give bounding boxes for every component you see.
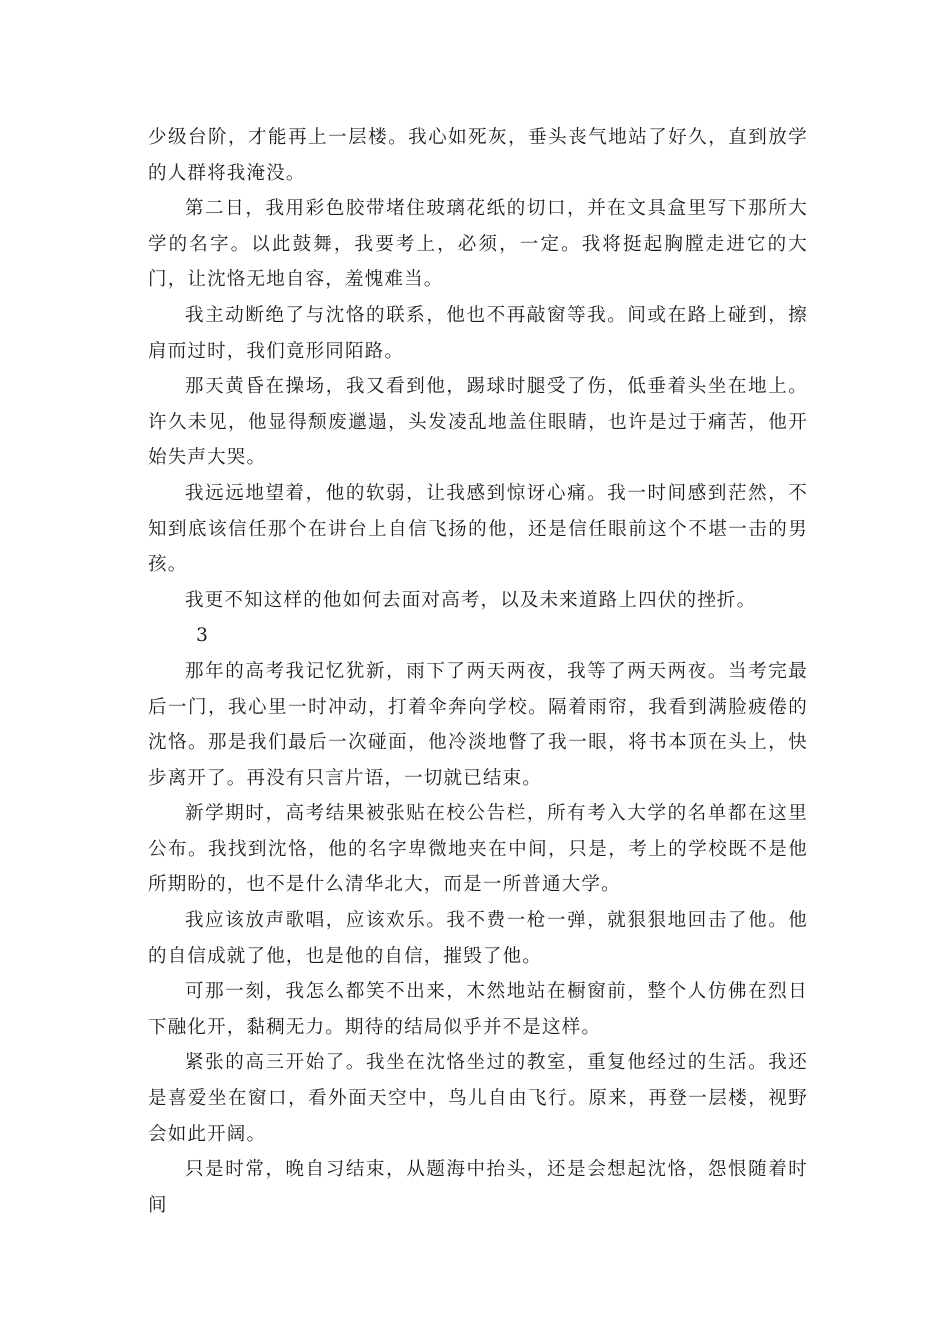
paragraph: 那年的高考我记忆犹新，雨下了两天两夜，我等了两天两夜。当考完最后一门，我心里一时冲动，打着伞奔向学校。隔着雨帘，我看到满脸疲倦的沈恪。那是我们最后一次碰面，他冷淡地瞥了我一眼，将书本顶在头上，快步离开了。再没有只言片语，一切就已结束。: [148, 660, 808, 789]
paragraph: 那天黄昏在操场，我又看到他，踢球时腿受了伤，低垂着头坐在地上。许久未见，他显得颓废邋遢，头发凌乱地盖住眼睛，也许是过于痛苦，他开始失声大哭。: [148, 376, 808, 469]
paragraph: 新学期时，高考结果被张贴在校公告栏，所有考入大学的名单都在这里公布。我找到沈恪，他的名字卑微地夹在中间，只是，考上的学校既不是他所期盼的，也不是什么清华北大，而是一所普通大学。: [148, 803, 808, 896]
paragraph: 紧张的高三开始了。我坐在沈恪坐过的教室，重复他经过的生活。我还是喜爱坐在窗口，看外面天空中，鸟儿自由飞行。原来，再登一层楼，视野会如此开阔。: [148, 1052, 808, 1145]
paragraph: 我主动断绝了与沈恪的联系，他也不再敲窗等我。间或在路上碰到，擦肩而过时，我们竟形同陌路。: [148, 304, 808, 362]
paragraph: 我应该放声歌唱，应该欢乐。我不费一枪一弹，就狠狠地回击了他。他的自信成就了他，也是他的自信，摧毁了他。: [148, 910, 808, 967]
paragraph: 第二日，我用彩色胶带堵住玻璃花纸的切口，并在文具盒里写下那所大学的名字。以此鼓舞，我要考上，必须，一定。我将挺起胸膛走进它的大门，让沈恪无地自容，羞愧难当。: [148, 198, 808, 291]
section-number: 3: [196, 625, 210, 647]
paragraph: 只是时常，晚自习结束，从题海中抬头，还是会想起沈恪，怨恨随着时间: [148, 1159, 808, 1216]
paragraph: 我远远地望着，他的软弱，让我感到惊讶心痛。我一时间感到茫然，不知到底该信任那个在讲台上自信飞扬的他，还是信任眼前这个不堪一击的男孩。: [148, 482, 808, 576]
paragraph: 少级台阶，才能再上一层楼。我心如死灰，垂头丧气地站了好久，直到放学的人群将我淹没。: [148, 127, 808, 184]
paragraph: 我更不知这样的他如何去面对高考，以及未来道路上四伏的挫折。: [185, 589, 757, 611]
document-body: [148, 120, 808, 1223]
paragraph: 可那一刻，我怎么都笑不出来，木然地站在橱窗前，整个人仿佛在烈日下融化开，黏稠无力。期待的结局似乎并不是这样。: [148, 981, 808, 1038]
